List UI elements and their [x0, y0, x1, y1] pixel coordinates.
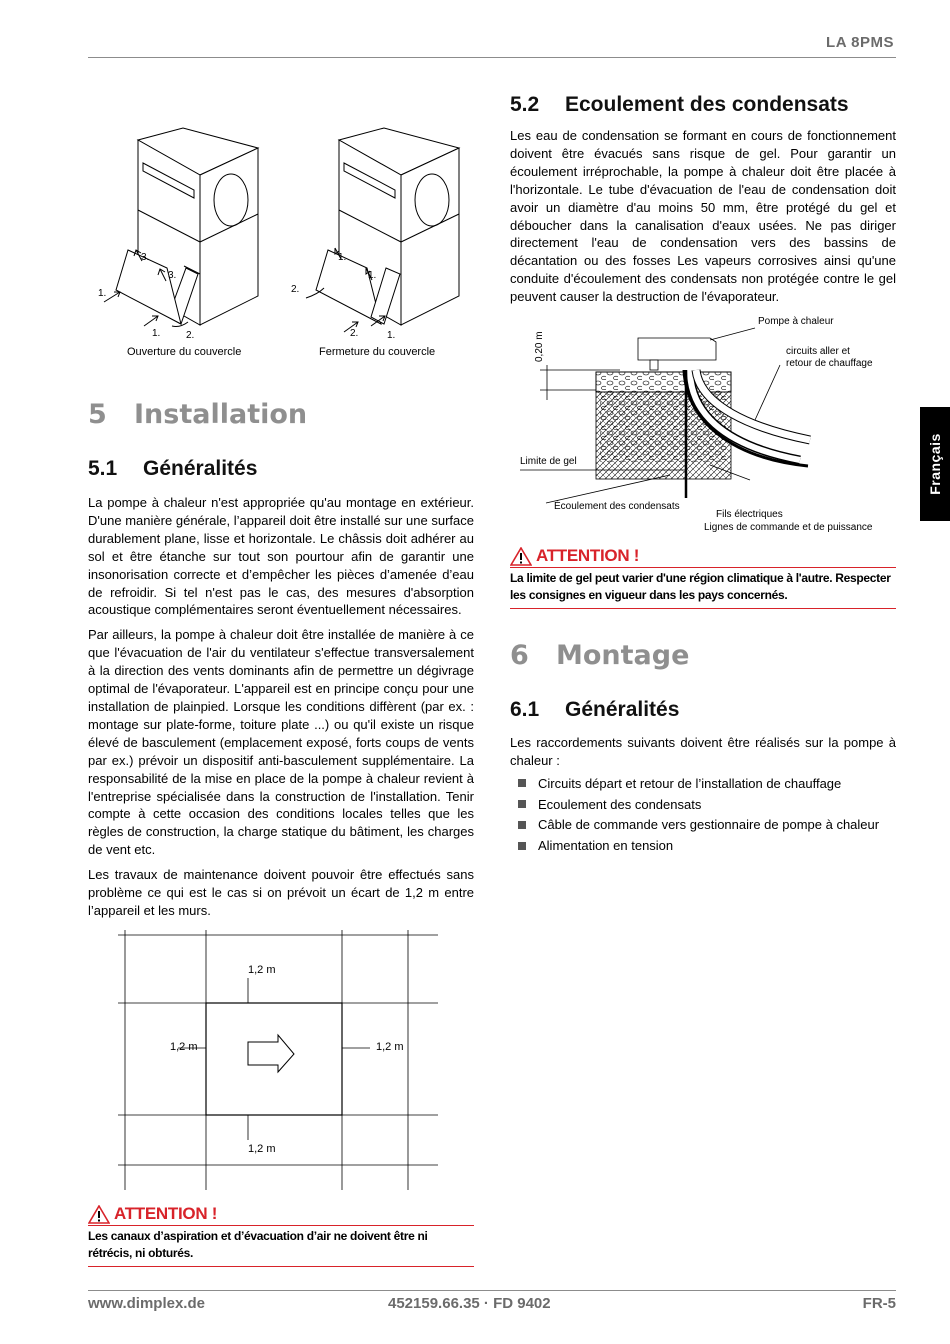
clearance-figure [118, 930, 438, 1190]
section-heading [510, 698, 896, 722]
header-rule [88, 57, 896, 58]
condensate-drain-label: Écoulement des condensats [554, 501, 680, 512]
section-number: 6.1 [510, 698, 540, 721]
footer-rule [88, 1290, 896, 1291]
footer-website-link[interactable]: www.dimplex.de [88, 1295, 205, 1312]
paragraph: Les raccordements suivants doivent être réalisés sur la pompe à chaleur : [510, 735, 896, 768]
paragraph: Par ailleurs, la pompe à chaleur doit être installée de manière à ce que l'évacuation de l'air du ventilateur s'effectue transversalement à la direction des vents dominants afin de permettre un dégivrage optimal de l'évaporateur. L'appareil est en principe conçu pour une installation de plainpied. Lorsque les conditions diffèrent (par ex. : montage sur plate-forme, toiture plate ...) ou qu'il existe un risque élevé de basculement (emplacement exposé, forts coups de vents par ex.) prévoir un dispositif anti-basculement supplémentaire. La responsabilité de la mise en place de la pompe à chaleur revient à l'entreprise spécialisée dans la construction de l'installation. Tenir compte à cette occasion des conditions locales telles que les règles de construction, la charge statique du bâtiment, les charges de vent etc. [88, 627, 474, 858]
section-heading [510, 93, 896, 117]
cover-figure [88, 118, 474, 368]
language-tab-label: Français [927, 433, 943, 495]
cover-diagram [88, 118, 474, 358]
frost-limit-label: Limite de gel [520, 456, 577, 467]
bullet-icon [518, 821, 526, 829]
list-item: Câble de commande vers gestionnaire de pompe à chaleur [510, 814, 896, 835]
bullet-icon [518, 800, 526, 808]
section-5-2 [510, 93, 896, 306]
attention-text: La limite de gel peut varier d'une région climatique à l'autre. Respecter les consignes en vigueur dans les pays concernés. [510, 568, 896, 609]
step-label: 2. [350, 328, 359, 339]
electric-wires-label-1: Fils électriques [716, 509, 783, 520]
depth-dimension-label: 0,20 m [534, 331, 545, 362]
pump-label: Pompe à chaleur [758, 316, 834, 327]
list-item: Alimentation en tension [510, 835, 896, 856]
chapter-number: 5 [88, 399, 107, 430]
attention-title: ATTENTION ! [536, 546, 640, 565]
step-label: 1. [338, 252, 347, 263]
attention-box [510, 546, 896, 609]
bullet-icon [518, 842, 526, 850]
clearance-left-label: 1,2 m [170, 1041, 198, 1053]
chapter-heading [88, 399, 474, 430]
drain-diagram [510, 310, 896, 540]
paragraph: Les travaux de maintenance doivent pouvoir être effectués sans problème ce qui est le cas si on prévoit un écart de 1,2 m entre l’appareil et les murs. [88, 867, 474, 918]
bullet-icon [518, 779, 526, 787]
clearance-right-label: 1,2 m [376, 1041, 404, 1053]
clearance-top-label: 1,2 m [248, 964, 276, 976]
clearance-diagram [118, 930, 438, 1190]
circuits-label-1: circuits aller et [786, 346, 850, 357]
attention-heading [510, 546, 896, 568]
section-title: Généralités [565, 698, 680, 721]
step-label: 2. [291, 284, 300, 295]
step-label: 2. [186, 330, 195, 341]
paragraph: La pompe à chaleur n'est appropriée qu'au montage en extérieur. D'une manière générale, l’appareil doit être installé sur une surface durablement plane, lisse et horizontale. Le châssis doit adhérer au sol et être étanche sur tout son pourtour afin de garantir une insonorisation correcte et d’empêcher les pièces d’amenée d’eau de refroidir. Si tel n'est pas le cas, des mesures d'absorption acoustique complémentaires seront éventuellement nécessaires. [88, 495, 474, 618]
section-title: Généralités [143, 457, 258, 480]
clearance-bottom-label: 1,2 m [248, 1143, 276, 1155]
attention-title: ATTENTION ! [114, 1204, 218, 1223]
document-model-title: LA 8PMS [826, 34, 894, 51]
electric-wires-label-2: Lignes de commande et de puissance [704, 522, 873, 533]
circuits-label-2: retour de chauffage [786, 358, 873, 369]
list-item: Circuits départ et retour de l’installation de chauffage [510, 773, 896, 794]
warning-icon [88, 1205, 110, 1224]
attention-heading [88, 1204, 474, 1226]
section-title: Ecoulement des condensats [565, 93, 849, 116]
step-label: 3. [141, 252, 150, 263]
drain-figure [510, 310, 896, 540]
attention-box [88, 1204, 474, 1267]
step-label: 3. [168, 270, 177, 281]
paragraph: Les eau de condensation se formant en cours de fonctionnement doivent être évacués sans risque de gel. Pour garantir un écoulement irréprochable, la pompe à chaleur doit être placée à l'horizontale. Le tube d'évacuation de l'eau de condensation doit avoir un diamètre d'au moins 50 mm, être protégé du gel et déboucher dans la canalisation d'eaux usées. Ne pas diriger directement l'eau de condensation vers des bassins de décantation ou des fosses Les vapeurs corrosives ainsi qu'une conduite d'écoulement des condensats non protégée contre le gel peuvent causer la destruction de l'évaporateur. [510, 128, 896, 305]
footer-page-number: FR-5 [862, 1295, 896, 1312]
section-number: 5.1 [88, 457, 118, 480]
chapter-title: Installation [134, 399, 308, 430]
chapter-number: 6 [510, 640, 529, 671]
step-label: 1. [387, 330, 396, 341]
language-tab [920, 407, 950, 521]
figure-caption-closing: Fermeture du couvercle [319, 346, 436, 358]
warning-icon [510, 547, 532, 566]
section-heading [88, 457, 474, 481]
step-label: 1. [152, 328, 161, 339]
step-label: 1. [98, 288, 107, 299]
section-5 [88, 399, 474, 920]
section-number: 5.2 [510, 93, 540, 116]
list-item: Ecoulement des condensats [510, 794, 896, 815]
section-6 [510, 640, 896, 856]
connections-list [510, 773, 896, 856]
step-label: 1. [368, 270, 377, 281]
chapter-heading [510, 640, 896, 671]
attention-text: Les canaux d’aspiration et d’évacuation d’air ne doivent être ni rétrécis, ni obturés. [88, 1226, 474, 1267]
figure-caption-opening: Ouverture du couvercle [127, 346, 242, 358]
chapter-title: Montage [556, 640, 690, 671]
footer-document-number: 452159.66.35 · FD 9402 [388, 1295, 551, 1312]
